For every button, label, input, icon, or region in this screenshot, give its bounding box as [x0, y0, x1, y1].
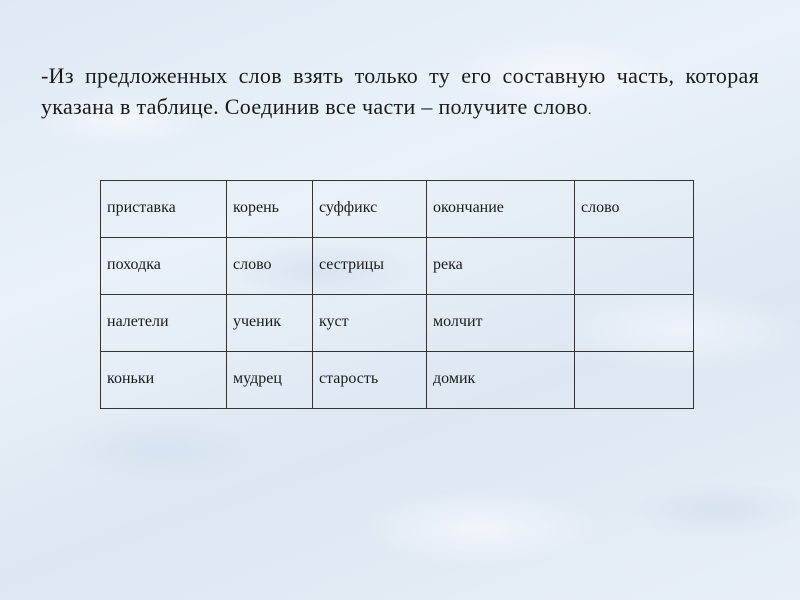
- table-cell: ученик: [227, 295, 313, 352]
- table-cell: река: [427, 238, 575, 295]
- header-root: корень: [227, 181, 313, 238]
- header-suffix: суффикс: [313, 181, 427, 238]
- table-cell: коньки: [101, 352, 227, 409]
- task-instruction: [41, 60, 759, 126]
- answer-cell: [575, 295, 694, 352]
- table-cell: молчит: [427, 295, 575, 352]
- table-cell: старость: [313, 352, 427, 409]
- task-instruction-end-mark: .: [587, 103, 592, 118]
- answer-cell: [575, 238, 694, 295]
- table-cell: мудрец: [227, 352, 313, 409]
- table-cell: налетели: [101, 295, 227, 352]
- table-cell: куст: [313, 295, 427, 352]
- header-prefix: приставка: [101, 181, 227, 238]
- morpheme-table: [100, 180, 694, 409]
- table-cell: сестрицы: [313, 238, 427, 295]
- table-cell: домик: [427, 352, 575, 409]
- answer-cell: [575, 352, 694, 409]
- header-word: слово: [575, 181, 694, 238]
- table-header-row: [101, 181, 694, 238]
- task-instruction-text: -Из предложенных слов взять только ту его составную часть, которая указана в таблице. Соединив все части – получите слово: [41, 63, 759, 119]
- table-cell: слово: [227, 238, 313, 295]
- table-row: [101, 295, 694, 352]
- table-row: [101, 352, 694, 409]
- header-ending: окончание: [427, 181, 575, 238]
- table-cell: походка: [101, 238, 227, 295]
- table-row: [101, 238, 694, 295]
